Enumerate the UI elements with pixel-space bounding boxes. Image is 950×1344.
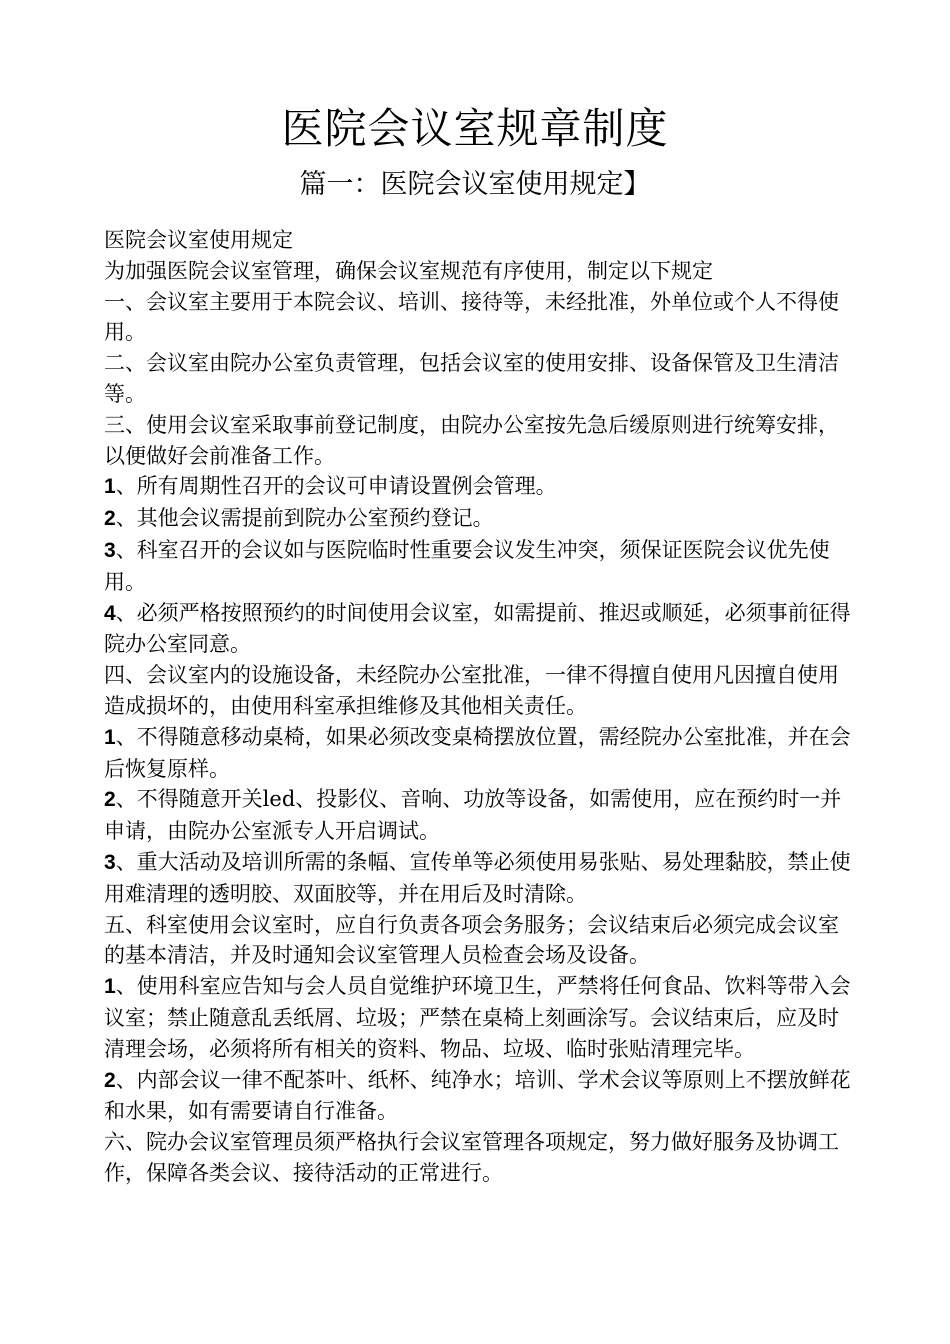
paragraph	[104, 287, 856, 349]
paragraph	[104, 503, 856, 535]
document-body	[104, 225, 856, 1189]
item-number: 1	[104, 475, 116, 499]
document-title: 医院会议室规章制度	[281, 104, 669, 153]
paragraph	[104, 348, 856, 410]
paragraph	[104, 471, 856, 503]
paragraph	[104, 1065, 856, 1128]
paragraph	[104, 722, 856, 785]
paragraph	[104, 910, 856, 972]
item-number: 4	[104, 601, 116, 625]
paragraph-text: 、必须严格按照预约的时间使用会议室，如需提前、推迟或顺延，必须事前征得院办公室同意。	[104, 600, 851, 657]
paragraph-text: 为加强医院会议室管理，确保会议室规范有序使用，制定以下规定	[104, 258, 713, 283]
item-number: 2	[104, 1068, 116, 1092]
paragraph-text: 、使用科室应告知与会人员自觉维护环境卫生，严禁将任何食品、饮料等带入会议室；禁止随意乱丢纸屑、垃圾；严禁在桌椅上刻画涂写。会议结束后，应及时清理会场，必须将所有相关的资料、物品、垃圾、临时张贴清理完毕。	[104, 974, 851, 1061]
paragraph-text: 、其他会议需提前到院办公室预约登记。	[115, 506, 494, 531]
paragraph-text: 、所有周期性召开的会议可申请设置例会管理。	[115, 474, 557, 499]
item-number: 1	[104, 725, 116, 749]
paragraph-text: 、重大活动及培训所需的条幅、宣传单等必须使用易张贴、易处理黏胶，禁止使用难清理的透明胶、双面胶等，并在用后及时清除。	[104, 849, 851, 906]
paragraph-text: 、不得随意开关led、投影仪、音响、功放等设备，如需使用，应在预约时一并申请，由院办公室派专人开启调试。	[104, 787, 842, 844]
paragraph	[104, 1127, 856, 1189]
item-number: 3	[104, 538, 116, 562]
paragraph-text: 二、会议室由院办公室负责管理，包括会议室的使用安排、设备保管及卫生清洁等。	[104, 351, 839, 406]
paragraph	[104, 598, 856, 661]
item-number: 2	[104, 507, 116, 531]
paragraph-text: 一、会议室主要用于本院会议、培训、接待等，未经批准，外单位或个人不得使用。	[104, 289, 839, 345]
paragraph	[104, 535, 856, 598]
item-number: 3	[104, 850, 116, 874]
paragraph	[104, 256, 856, 287]
document-subtitle: 篇一：医院会议室使用规定】	[299, 169, 651, 200]
paragraph-text: 四、会议室内的设施设备，未经院办公室批准，一律不得擅自使用凡因擅自使用造成损坏的，由使用科室承担维修及其他相关责任。	[104, 663, 839, 718]
item-number: 2	[104, 788, 116, 812]
paragraph-text: 医院会议室使用规定	[104, 228, 293, 252]
paragraph	[104, 410, 856, 472]
paragraph-text: 六、院办会议室管理员须严格执行会议室管理各项规定，努力做好服务及协调工作，保障各类会议、接待活动的正常进行。	[104, 1130, 839, 1185]
paragraph	[104, 784, 856, 847]
paragraph-text: 三、使用会议室采取事前登记制度，由院办公室按先急后缓原则进行统筹安排，以便做好会前准备工作。	[104, 412, 839, 468]
paragraph-text: 、不得随意移动桌椅，如果必须改变桌椅摆放位置，需经院办公室批准，并在会后恢复原样。	[104, 724, 851, 781]
paragraph	[104, 225, 856, 256]
paragraph	[104, 971, 856, 1064]
paragraph-text: 、科室召开的会议如与医院临时性重要会议发生冲突，须保证医院会议优先使用。	[104, 537, 830, 594]
paragraph	[104, 660, 856, 722]
paragraph	[104, 847, 856, 910]
paragraph-text: 、内部会议一律不配茶叶、纸杯、纯净水；培训、学术会议等原则上不摆放鲜花和水果，如有需要请自行准备。	[104, 1067, 851, 1124]
paragraph-text: 五、科室使用会议室时，应自行负责各项会务服务；会议结束后必须完成会议室的基本清洁，并及时通知会议室管理人员检查会场及设备。	[104, 912, 839, 968]
item-number: 1	[104, 975, 116, 999]
